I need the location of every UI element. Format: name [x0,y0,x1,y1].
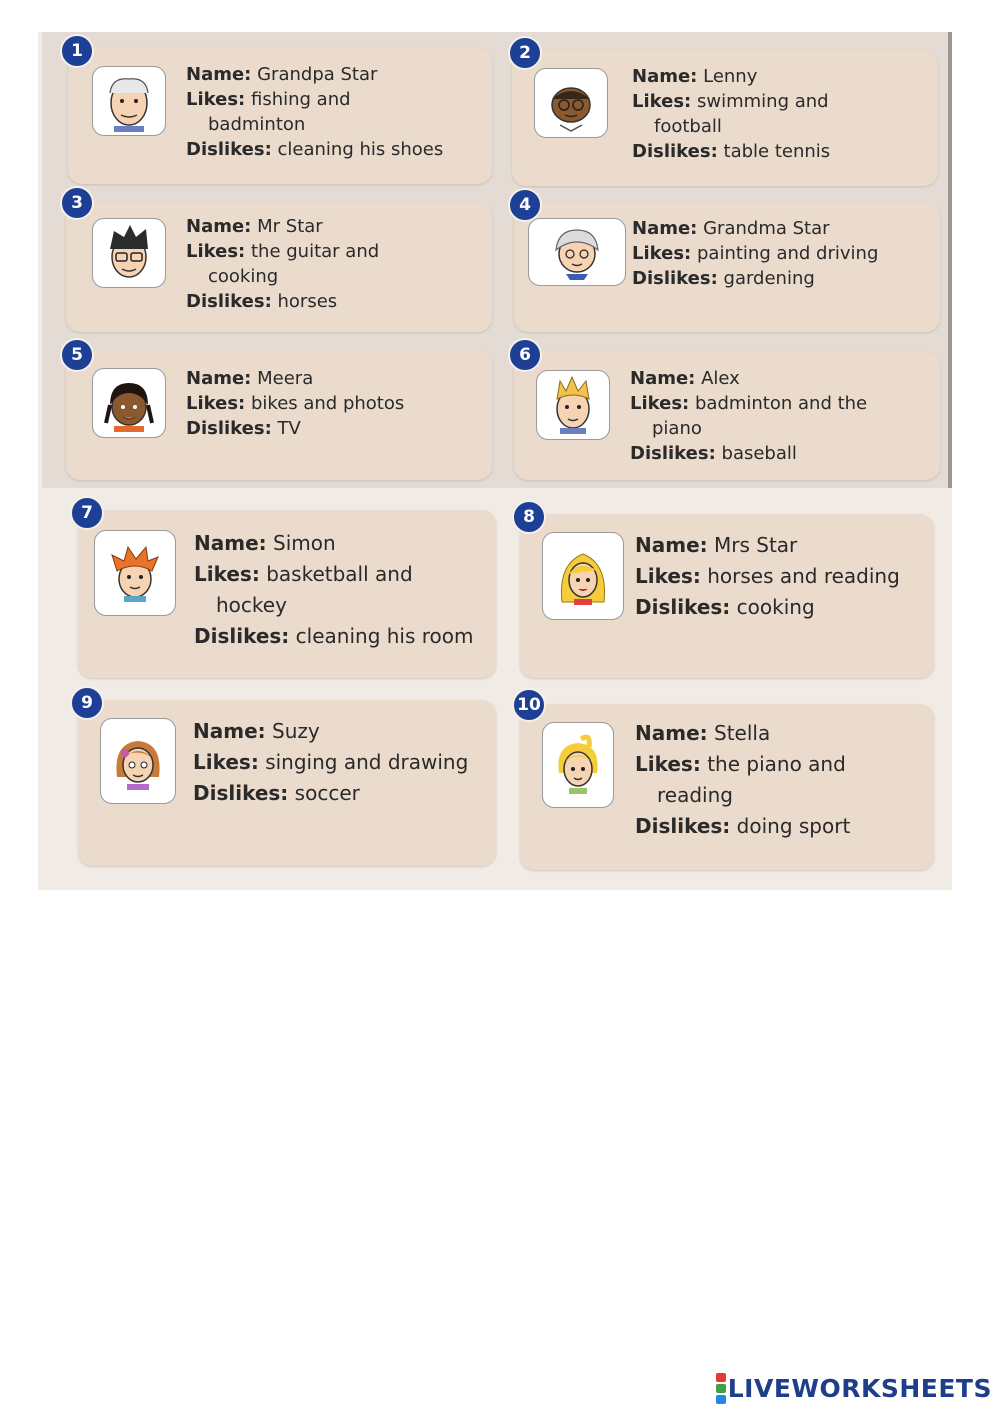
character-info-10 [635,718,850,842]
card-number-badge: 7 [70,496,104,530]
likes-text: painting and driving [696,243,879,264]
dislikes-text: TV [277,418,301,439]
likes-text: basketball and [266,562,413,586]
character-name: Grandma Star [703,218,830,239]
likes-label: Likes: [186,393,246,414]
grandma-star-avatar [528,218,626,286]
likes-label: Likes: [186,89,246,110]
mr-star-avatar [92,218,166,288]
simon-avatar [94,530,176,616]
stella-avatar [542,722,614,808]
dislikes-label: Dislikes: [186,418,272,439]
character-info-5 [186,366,404,441]
dislikes-label: Dislikes: [630,443,716,464]
card-number-badge: 5 [60,338,94,372]
card-number-badge: 2 [508,36,542,70]
name-label: Name: [630,368,696,389]
character-info-4 [632,216,878,291]
likes-text-continued: piano [652,418,702,439]
name-label: Name: [635,533,708,557]
card-number-badge: 10 [512,688,546,722]
likes-text-continued: cooking [208,266,279,287]
live-logo-icon [716,1372,726,1405]
dislikes-label: Dislikes: [193,781,289,805]
card-number-badge: 1 [60,34,94,68]
meera-avatar [92,368,166,438]
likes-text-continued: hockey [216,593,287,617]
character-info-9 [193,716,468,809]
card-number-badge: 8 [512,500,546,534]
character-name: Mr Star [257,216,323,237]
dislikes-label: Dislikes: [632,268,718,289]
character-info-8 [635,530,900,623]
dislikes-text: cooking [736,595,815,619]
character-name: Lenny [703,66,758,87]
alex-avatar [536,370,610,440]
name-label: Name: [186,216,252,237]
likes-text: fishing and [250,89,351,110]
character-info-6 [630,366,867,466]
page-edge [948,32,952,488]
dislikes-label: Dislikes: [635,814,731,838]
dislikes-text: horses [277,291,338,312]
dislikes-label: Dislikes: [186,291,272,312]
character-name: Grandpa Star [257,64,378,85]
name-label: Name: [632,218,698,239]
character-name: Alex [701,368,740,389]
character-name: Stella [714,721,771,745]
card-number-badge: 9 [70,686,104,720]
dislikes-text: cleaning his shoes [277,139,444,160]
name-label: Name: [186,64,252,85]
card-number-badge: 6 [508,338,542,372]
dislikes-label: Dislikes: [186,139,272,160]
card-number-badge: 3 [60,186,94,220]
dislikes-text: gardening [723,268,815,289]
character-info-3 [186,214,379,314]
name-label: Name: [194,531,267,555]
likes-text: bikes and photos [250,393,405,414]
likes-label: Likes: [193,750,259,774]
likes-text: horses and reading [707,564,900,588]
dislikes-text: soccer [294,781,360,805]
likes-text: badminton and the [694,393,868,414]
likes-text-continued: badminton [208,114,306,135]
card-number-badge: 4 [508,188,542,222]
dislikes-label: Dislikes: [635,595,731,619]
likes-text: the piano and [707,752,846,776]
character-info-1 [186,62,443,162]
brand-name: LIVEWORKSHEETS [727,1374,992,1403]
worksheet-image [38,32,952,890]
lenny-avatar [534,68,608,138]
character-info-2 [632,64,830,164]
dislikes-label: Dislikes: [632,141,718,162]
suzy-avatar [100,718,176,804]
name-label: Name: [635,721,708,745]
likes-text-continued: reading [657,783,733,807]
likes-text: swimming and [696,91,829,112]
likes-text: singing and drawing [265,750,469,774]
character-name: Meera [257,368,314,389]
likes-label: Likes: [635,564,701,588]
likes-label: Likes: [632,91,692,112]
grandpa-star-avatar [92,66,166,136]
character-name: Simon [273,531,336,555]
likes-text: the guitar and [250,241,380,262]
likes-label: Likes: [632,243,692,264]
dislikes-text: table tennis [723,141,831,162]
name-label: Name: [193,719,266,743]
dislikes-text: doing sport [736,814,851,838]
liveworksheets-logo [716,1372,992,1405]
name-label: Name: [186,368,252,389]
likes-label: Likes: [186,241,246,262]
character-info-7 [194,528,474,652]
likes-label: Likes: [194,562,260,586]
character-name: Suzy [272,719,320,743]
likes-text-continued: football [654,116,722,137]
dislikes-label: Dislikes: [194,624,290,648]
likes-label: Likes: [630,393,690,414]
dislikes-text: cleaning his room [295,624,474,648]
mrs-star-avatar [542,532,624,620]
character-name: Mrs Star [714,533,798,557]
likes-label: Likes: [635,752,701,776]
dislikes-text: baseball [721,443,797,464]
name-label: Name: [632,66,698,87]
